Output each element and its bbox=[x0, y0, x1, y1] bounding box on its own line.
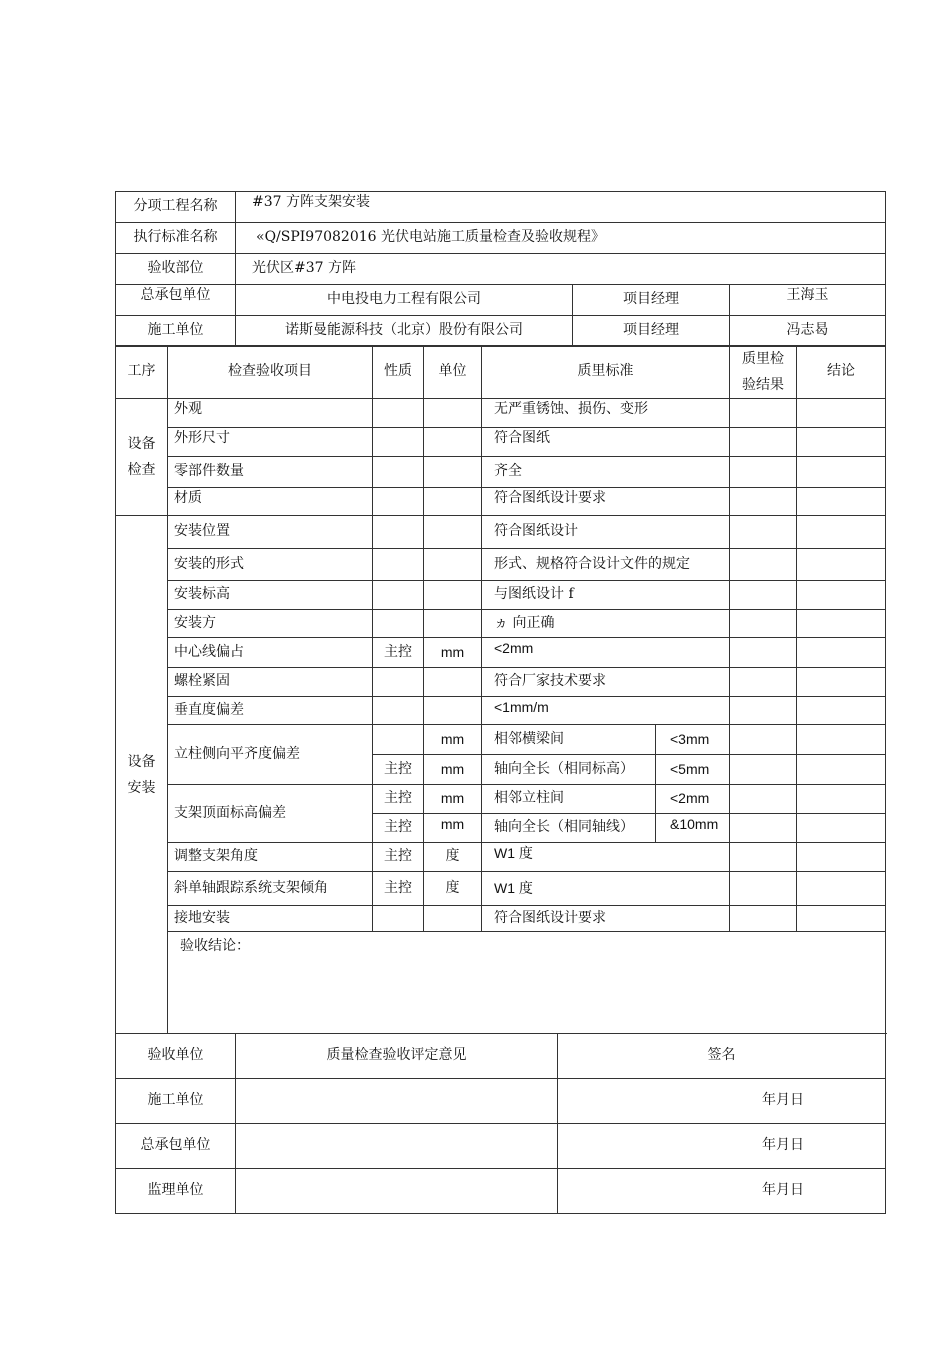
item-cell: 支架顶面标高偏差 bbox=[168, 785, 373, 843]
nature-cell bbox=[373, 906, 424, 932]
sign-unit-cell: 监理单位 bbox=[116, 1169, 236, 1214]
conclusion-cell bbox=[797, 668, 886, 697]
unit-cell bbox=[424, 697, 482, 725]
col-conclusion: 结论 bbox=[797, 346, 886, 399]
result-cell bbox=[730, 638, 797, 668]
unit-cell: mm bbox=[424, 638, 482, 668]
standard-cell: 符合图纸 bbox=[482, 428, 730, 457]
nature-cell bbox=[373, 457, 424, 488]
unit-cell: mm bbox=[424, 814, 482, 843]
result-cell bbox=[730, 814, 797, 843]
result-cell bbox=[730, 872, 797, 906]
col-acceptance-unit: 验收单位 bbox=[116, 1034, 236, 1079]
item-cell: 立柱侧向平齐度偏差 bbox=[168, 725, 373, 785]
location-label: 验收部位 bbox=[116, 254, 236, 285]
standard-cell: ヵ 向正确 bbox=[482, 610, 730, 638]
result-cell bbox=[730, 457, 797, 488]
conclusion-cell bbox=[797, 843, 886, 872]
nature-cell bbox=[373, 549, 424, 581]
table-row bbox=[116, 843, 886, 872]
signature-row bbox=[116, 1169, 886, 1214]
nature-cell: 主控 bbox=[373, 638, 424, 668]
conclusion-cell bbox=[797, 428, 886, 457]
table-row bbox=[116, 725, 886, 755]
table-row bbox=[116, 610, 886, 638]
c-manager-value: 冯志曷 bbox=[730, 316, 886, 347]
standard-cell: 符合厂家技术要求 bbox=[482, 668, 730, 697]
standard-scope-cell: 相邻横梁间 bbox=[482, 725, 656, 755]
conclusion-cell bbox=[797, 549, 886, 581]
unit-cell bbox=[424, 399, 482, 428]
table-row bbox=[116, 697, 886, 725]
conclusion-cell bbox=[797, 785, 886, 814]
standard-cell: <2mm bbox=[482, 638, 730, 668]
opinion-cell[interactable] bbox=[236, 1079, 558, 1124]
inspection-table bbox=[115, 345, 886, 1034]
item-cell: 外观 bbox=[168, 399, 373, 428]
nature-cell: 主控 bbox=[373, 785, 424, 814]
unit-cell bbox=[424, 668, 482, 697]
result-cell bbox=[730, 697, 797, 725]
conclusion-cell bbox=[797, 814, 886, 843]
signature-header-row bbox=[116, 1034, 886, 1079]
conclusion-cell bbox=[797, 457, 886, 488]
result-cell bbox=[730, 906, 797, 932]
nature-cell: 主控 bbox=[373, 872, 424, 906]
item-cell: 中心线偏占 bbox=[168, 638, 373, 668]
unit-cell: 度 bbox=[424, 872, 482, 906]
table-row bbox=[116, 549, 886, 581]
unit-cell bbox=[424, 581, 482, 610]
col-unit: 单位 bbox=[424, 346, 482, 399]
signature-date-cell[interactable]: 年月日 bbox=[558, 1079, 886, 1124]
conclusion-cell bbox=[797, 872, 886, 906]
nature-cell bbox=[373, 668, 424, 697]
col-process: 工序 bbox=[116, 346, 168, 399]
general-contractor-value: 中电投电力工程有限公司 bbox=[236, 285, 573, 316]
result-cell bbox=[730, 399, 797, 428]
c-manager-label: 项目经理 bbox=[573, 316, 730, 347]
item-cell: 调整支架角度 bbox=[168, 843, 373, 872]
standard-limit-cell: <2mm bbox=[656, 785, 730, 814]
result-cell bbox=[730, 668, 797, 697]
unit-cell: mm bbox=[424, 725, 482, 755]
standard-cell: 符合图纸设计要求 bbox=[482, 488, 730, 516]
table-row bbox=[116, 516, 886, 549]
item-cell: 螺栓紧固 bbox=[168, 668, 373, 697]
standard-value: «Q/SPI97082016 光伏电站施工质量检查及验收规程》 bbox=[236, 223, 886, 254]
item-cell: 安装标高 bbox=[168, 581, 373, 610]
result-cell bbox=[730, 549, 797, 581]
conclusion-cell bbox=[797, 697, 886, 725]
item-cell: 安装的形式 bbox=[168, 549, 373, 581]
item-cell: 外形尺寸 bbox=[168, 428, 373, 457]
standard-cell: 齐全 bbox=[482, 457, 730, 488]
result-cell bbox=[730, 610, 797, 638]
result-cell bbox=[730, 516, 797, 549]
standard-scope-cell: 轴向全长（相同轴线） bbox=[482, 814, 656, 843]
result-cell bbox=[730, 785, 797, 814]
table-row bbox=[116, 399, 886, 428]
table-row bbox=[116, 488, 886, 516]
unit-cell bbox=[424, 516, 482, 549]
conclusion-cell bbox=[797, 581, 886, 610]
standard-cell: 符合图纸设计 bbox=[482, 516, 730, 549]
signature-date-cell[interactable]: 年月日 bbox=[558, 1169, 886, 1214]
unit-cell bbox=[424, 457, 482, 488]
nature-cell bbox=[373, 488, 424, 516]
standard-cell: 与图纸设计 f bbox=[482, 581, 730, 610]
opinion-cell[interactable] bbox=[236, 1169, 558, 1214]
opinion-cell[interactable] bbox=[236, 1124, 558, 1169]
standard-cell: 形式、规格符合设计文件的规定 bbox=[482, 549, 730, 581]
result-cell bbox=[730, 581, 797, 610]
item-cell: 零部件数量 bbox=[168, 457, 373, 488]
col-opinion: 质量检查验收评定意见 bbox=[236, 1034, 558, 1079]
sign-unit-cell: 施工单位 bbox=[116, 1079, 236, 1124]
nature-cell bbox=[373, 428, 424, 457]
nature-cell bbox=[373, 697, 424, 725]
item-cell: 垂直度偏差 bbox=[168, 697, 373, 725]
standard-limit-cell: &10mm bbox=[656, 814, 730, 843]
header-table bbox=[115, 191, 886, 347]
result-cell bbox=[730, 725, 797, 755]
table-row bbox=[116, 906, 886, 932]
unit-cell bbox=[424, 906, 482, 932]
standard-limit-cell: <3mm bbox=[656, 725, 730, 755]
table-row bbox=[116, 457, 886, 488]
item-cell: 接地安装 bbox=[168, 906, 373, 932]
conclusion-cell bbox=[797, 755, 886, 785]
group-equipment-install: 设备安装 bbox=[116, 516, 168, 1034]
col-signature: 签名 bbox=[558, 1034, 886, 1079]
signature-table bbox=[115, 1033, 886, 1214]
item-cell: 安装方 bbox=[168, 610, 373, 638]
result-cell bbox=[730, 843, 797, 872]
standard-cell: W1 度 bbox=[482, 843, 730, 872]
col-result: 质里检验结果 bbox=[730, 346, 797, 399]
standard-limit-cell: <5mm bbox=[656, 755, 730, 785]
standard-scope-cell: 轴向全长（相同标高） bbox=[482, 755, 656, 785]
conclusion-cell bbox=[797, 516, 886, 549]
standard-cell: 符合图纸设计要求 bbox=[482, 906, 730, 932]
conclusion-cell bbox=[797, 488, 886, 516]
result-cell bbox=[730, 488, 797, 516]
conclusion-cell bbox=[797, 610, 886, 638]
nature-cell bbox=[373, 725, 424, 755]
sign-unit-cell: 总承包单位 bbox=[116, 1124, 236, 1169]
conclusion-cell bbox=[797, 638, 886, 668]
unit-cell bbox=[424, 488, 482, 516]
result-cell bbox=[730, 755, 797, 785]
conclusion-cell bbox=[797, 906, 886, 932]
standard-scope-cell: 相邻立柱间 bbox=[482, 785, 656, 814]
item-cell: 材质 bbox=[168, 488, 373, 516]
unit-cell: 度 bbox=[424, 843, 482, 872]
standard-cell: 无严重锈蚀、损伤、变形 bbox=[482, 399, 730, 428]
conclusion-row bbox=[116, 932, 886, 1034]
table-row bbox=[116, 638, 886, 668]
nature-cell bbox=[373, 581, 424, 610]
nature-cell: 主控 bbox=[373, 814, 424, 843]
group-equipment-check: 设备检查 bbox=[116, 399, 168, 516]
standard-cell: W1 度 bbox=[482, 872, 730, 906]
nature-cell: 主控 bbox=[373, 843, 424, 872]
table-header-row bbox=[116, 346, 886, 399]
col-nature: 性质 bbox=[373, 346, 424, 399]
col-item: 检查验收项目 bbox=[168, 346, 373, 399]
nature-cell bbox=[373, 610, 424, 638]
signature-date-cell[interactable]: 年月日 bbox=[558, 1124, 886, 1169]
nature-cell: 主控 bbox=[373, 755, 424, 785]
constructor-label: 施工单位 bbox=[116, 316, 236, 347]
unit-cell bbox=[424, 428, 482, 457]
conclusion-cell bbox=[797, 399, 886, 428]
conclusion-cell bbox=[797, 725, 886, 755]
general-contractor-label: 总承包单位 bbox=[116, 285, 236, 316]
nature-cell bbox=[373, 399, 424, 428]
unit-cell: mm bbox=[424, 755, 482, 785]
gc-manager-label: 项目经理 bbox=[573, 285, 730, 316]
table-row bbox=[116, 581, 886, 610]
location-value: 光伏区#37 方阵 bbox=[236, 254, 886, 285]
item-cell: 斜单轴跟踪系统支架倾角 bbox=[168, 872, 373, 906]
unit-cell: mm bbox=[424, 785, 482, 814]
conclusion-label: 验收结论： bbox=[168, 932, 886, 1034]
signature-row bbox=[116, 1124, 886, 1169]
item-cell: 安装位置 bbox=[168, 516, 373, 549]
table-row bbox=[116, 872, 886, 906]
standard-label: 执行标准名称 bbox=[116, 223, 236, 254]
nature-cell bbox=[373, 516, 424, 549]
signature-row bbox=[116, 1079, 886, 1124]
table-row bbox=[116, 428, 886, 457]
unit-cell bbox=[424, 610, 482, 638]
project-name-label: 分项工程名称 bbox=[116, 192, 236, 223]
gc-manager-value: 王海玉 bbox=[730, 285, 886, 316]
result-cell bbox=[730, 428, 797, 457]
constructor-value: 诺斯曼能源科技（北京）股份有限公司 bbox=[236, 316, 573, 347]
unit-cell bbox=[424, 549, 482, 581]
project-name-value: #37 方阵支架安装 bbox=[236, 192, 886, 223]
table-row bbox=[116, 785, 886, 814]
col-standard: 质里标准 bbox=[482, 346, 730, 399]
standard-cell: <1mm/m bbox=[482, 697, 730, 725]
table-row bbox=[116, 668, 886, 697]
